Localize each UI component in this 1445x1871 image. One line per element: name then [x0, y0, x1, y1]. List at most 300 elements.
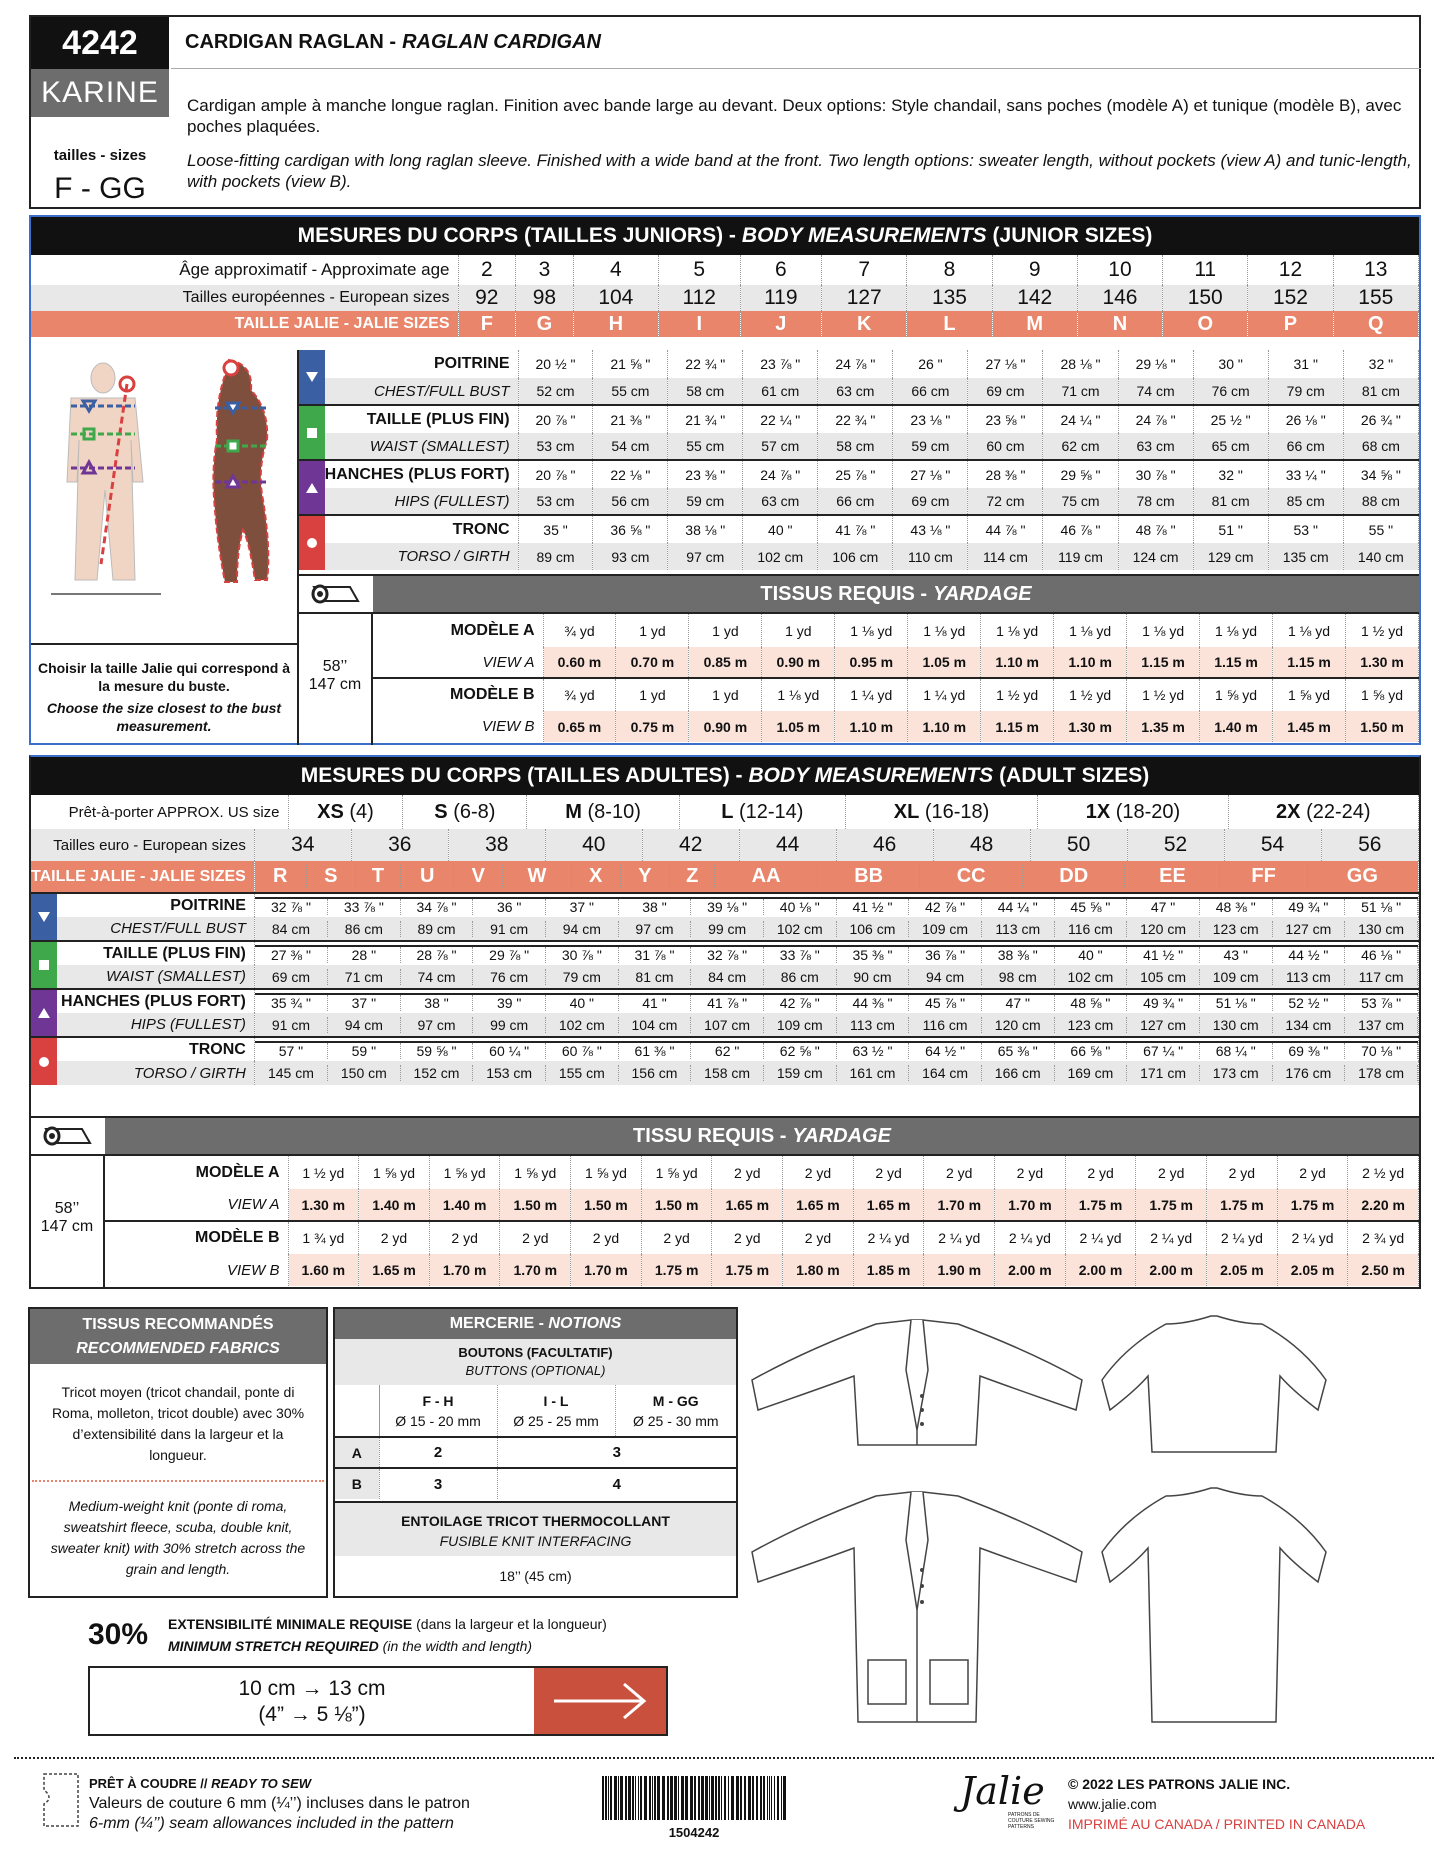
yardage-m: 1.10 m: [981, 647, 1054, 678]
stretch-fr2: (dans la largeur et la longueur): [416, 1616, 607, 1632]
measure-label-en: HIPS (FULLEST): [57, 1013, 254, 1037]
measure-cm: 59 cm: [668, 488, 743, 515]
measure-inches: 32 ⅞ ": [691, 946, 764, 963]
us-size-cell: XS (4): [288, 795, 403, 829]
measure-cm: 91 cm: [255, 1017, 328, 1033]
barcode: [600, 1776, 788, 1840]
yardage-yd: 2 yd: [712, 1156, 783, 1189]
junior-title-bar: [31, 217, 1419, 255]
buttons-col-diam: Ø 15 - 20 mm: [395, 1412, 481, 1429]
yardage-yd: 1 yd: [689, 614, 762, 647]
yardage-yd: 2 ¼ yd: [1277, 1221, 1348, 1254]
measure-cm: 129 cm: [1193, 543, 1268, 570]
euro-size-cell: 44: [739, 829, 836, 861]
measure-inches: 55 ": [1343, 515, 1418, 543]
measure-cm: 99 cm: [473, 1017, 546, 1033]
measure-cm: 102 cm: [763, 921, 836, 937]
measure-cm: 166 cm: [981, 1065, 1054, 1081]
measure-inches: 22 ¼ ": [743, 405, 818, 433]
measure-inches: 33 ⅞ ": [763, 946, 836, 963]
measure-inches: 20 ⅞ ": [518, 460, 593, 488]
us-size-cell: 1X (18-20): [1038, 795, 1228, 829]
jalie-size-cell: FF: [1220, 865, 1307, 888]
measure-cm: 176 cm: [1272, 1065, 1345, 1081]
yardage-m: 0.90 m: [762, 647, 835, 678]
measure-inches: 28 ⅞ ": [400, 946, 473, 963]
junior-measurements-section: [29, 215, 1421, 745]
yardage-yd: 1 ⅛ yd: [1200, 614, 1273, 647]
measure-cm: 97 cm: [400, 1017, 473, 1033]
measure-inches: 69 ⅜ ": [1272, 1042, 1345, 1059]
measure-label-fr: TAILLE (PLUS FIN): [325, 405, 518, 433]
measure-label-en: WAIST (SMALLEST): [57, 965, 254, 989]
yardage-yd: 1 ⅝ yd: [1273, 678, 1346, 711]
jalie-size-cell: U: [401, 865, 454, 888]
measure-inches: 53 ": [1268, 515, 1343, 543]
measure-icon: [299, 515, 325, 570]
fabric-roll-icon: [31, 1118, 105, 1154]
junior-title-end: (JUNIOR SIZES): [992, 224, 1153, 247]
measure-inches: 46 ⅛ ": [1345, 946, 1418, 963]
measure-cm: 124 cm: [1118, 543, 1193, 570]
pattern-piece-icon: [38, 1770, 86, 1830]
measure-inches: 52 ½ ": [1272, 994, 1345, 1011]
measure-cm: 113 cm: [981, 921, 1054, 937]
body-diagram: [31, 350, 299, 645]
jalie-size-cell: O: [1163, 311, 1248, 337]
measure-inches: 29 ⅝ ": [1043, 460, 1118, 488]
measure-label-en: TORSO / GIRTH: [57, 1061, 254, 1085]
measure-inches: 34 ⅝ ": [1343, 460, 1418, 488]
measure-inches: 42 ⅞ ": [909, 898, 982, 915]
yardage-m: 1.35 m: [1127, 711, 1200, 742]
adult-fabric-width: [31, 1156, 105, 1287]
measure-inches: 35 ¾ ": [255, 994, 328, 1011]
us-size-cell: L (12-14): [679, 795, 845, 829]
measure-inches: 48 ⅝ ": [1054, 994, 1127, 1011]
yardage-yd: 2 yd: [1136, 1156, 1207, 1189]
measure-inches: 51 ⅛ ": [1345, 898, 1418, 915]
website-link[interactable]: www.jalie.com: [1068, 1796, 1157, 1812]
measure-inches: 47 ": [981, 994, 1054, 1011]
measure-inches: 66 ⅝ ": [1054, 1042, 1127, 1059]
yardage-yd: 1 ⅛ yd: [762, 678, 835, 711]
measure-inches: 63 ½ ": [836, 1042, 909, 1059]
stretch-arrow: [534, 1668, 666, 1734]
fabrics-en: Medium-weight knit (ponte di roma, sweatshirt fleece, scuba, double knit, sweater knit) with 30% stretch across the grain and length.: [50, 1498, 306, 1577]
measure-inches: 65 ⅜ ": [981, 1042, 1054, 1059]
measure-cm: 97 cm: [668, 543, 743, 570]
measure-cm: 153 cm: [473, 1065, 546, 1081]
yardage-m: 1.70 m: [429, 1254, 500, 1286]
measure-cm: 117 cm: [1345, 969, 1418, 985]
measure-inches: 21 ⅜ ": [593, 405, 668, 433]
measure-cm: 85 cm: [1268, 488, 1343, 515]
stretch-percent: 30%: [88, 1618, 149, 1651]
view-label-en: VIEW B: [373, 711, 543, 742]
jalie-size-cell: BB: [817, 865, 920, 888]
measure-inches: 35 ⅜ ": [836, 946, 909, 963]
yardage-m: 1.75 m: [712, 1254, 783, 1286]
measure-inches: 40 ": [743, 515, 818, 543]
adult-yardage-fr: TISSU REQUIS -: [633, 1124, 787, 1147]
measure-inches: 30 ⅞ ": [1118, 460, 1193, 488]
interfacing-value: 18’’ (45 cm): [499, 1568, 572, 1584]
stretch-requirement: [88, 1612, 688, 1662]
measure-cm: 120 cm: [1127, 921, 1200, 937]
title-en: RAGLAN CARDIGAN: [402, 31, 601, 53]
junior-yardage-table: [373, 614, 1419, 742]
measure-inches: 32 ": [1193, 460, 1268, 488]
measure-cm: 130 cm: [1345, 921, 1418, 937]
measure-label-en: WAIST (SMALLEST): [325, 433, 518, 460]
yardage-m: 1.30 m: [288, 1189, 359, 1221]
jalie-logo: [960, 1770, 1070, 1840]
measure-inches: 38 ⅛ ": [668, 515, 743, 543]
euro-size-cell: 52: [1127, 829, 1224, 861]
measure-cm: 84 cm: [691, 969, 764, 985]
measure-inches: 31 ": [1268, 350, 1343, 378]
measure-cm: 164 cm: [909, 1065, 982, 1081]
measure-inches: 32 ": [1343, 350, 1418, 378]
age-cell: 3: [516, 255, 574, 285]
view-label-fr: MODÈLE B: [105, 1221, 288, 1254]
measure-inches: 29 ⅛ ": [1118, 350, 1193, 378]
view-label-en: VIEW A: [105, 1189, 288, 1221]
measure-inches: 30 ⅞ ": [545, 946, 618, 963]
measure-label-fr: HANCHES (PLUS FORT): [57, 989, 254, 1013]
ready-en: READY TO SEW: [211, 1776, 312, 1791]
measure-label-fr: TRONC: [57, 1037, 254, 1061]
measure-cm: 56 cm: [593, 488, 668, 515]
yardage-yd: 2 yd: [783, 1221, 854, 1254]
notions-title-fr: MERCERIE -: [449, 1315, 544, 1332]
measure-cm: 76 cm: [473, 969, 546, 985]
logo-subtext: PATRONS DE COUTURE SEWING PATTERNS: [1008, 1812, 1055, 1830]
measure-inches: 28 ⅛ ": [1043, 350, 1118, 378]
measure-cm: 110 cm: [893, 543, 968, 570]
child-front-figure: [51, 363, 161, 594]
measure-cm: 63 cm: [743, 488, 818, 515]
barcode-bars: [600, 1776, 788, 1820]
measure-cm: 62 cm: [1043, 433, 1118, 460]
measure-cm: 102 cm: [545, 1017, 618, 1033]
view-label-fr: MODÈLE A: [105, 1156, 288, 1189]
measure-inches: 40 ": [545, 994, 618, 1011]
pattern-name: KARINE: [31, 69, 169, 117]
measure-cm: 94 cm: [545, 921, 618, 937]
measure-inches: 24 ⅞ ": [818, 350, 893, 378]
yardage-m: 1.50 m: [500, 1189, 571, 1221]
measure-cm: 94 cm: [328, 1017, 401, 1033]
euro-size-cell: 155: [1333, 285, 1418, 311]
yardage-yd: 1 ⅛ yd: [1054, 614, 1127, 647]
view-a-back-drawing: [1102, 1316, 1326, 1452]
measure-inches: 57 ": [255, 1042, 328, 1059]
measure-cm: 78 cm: [1118, 488, 1193, 515]
yardage-m: 1.70 m: [995, 1189, 1066, 1221]
buttons-col-sizes: I - L: [543, 1392, 569, 1409]
measure-inches: 21 ⅝ ": [593, 350, 668, 378]
yardage-m: 1.15 m: [981, 711, 1054, 742]
measure-cm: 155 cm: [545, 1065, 618, 1081]
measure-cm: 106 cm: [836, 921, 909, 937]
measure-cm: 65 cm: [1193, 433, 1268, 460]
age-cell: 8: [907, 255, 992, 285]
measure-inches: 48 ⅞ ": [1118, 515, 1193, 543]
interfacing-fr: ENTOILAGE TRICOT THERMOCOLLANT: [401, 1513, 670, 1529]
yardage-m: 1.15 m: [1200, 647, 1273, 678]
square-icon: [305, 426, 319, 440]
measure-icon: [31, 893, 57, 941]
measure-icon: [31, 989, 57, 1037]
circle-icon: [37, 1055, 51, 1069]
yardage-m: 1.65 m: [783, 1189, 854, 1221]
age-cell: 2: [458, 255, 516, 285]
measure-inches: 61 ⅜ ": [618, 1042, 691, 1059]
yardage-m: 0.60 m: [543, 647, 616, 678]
measure-inches: 33 ⅞ ": [328, 898, 401, 915]
yardage-m: 1.65 m: [853, 1189, 924, 1221]
buttons-en: BUTTONS (OPTIONAL): [465, 1363, 606, 1378]
measure-cm: 102 cm: [743, 543, 818, 570]
age-cell: 4: [573, 255, 658, 285]
yardage-m: 2.00 m: [995, 1254, 1066, 1286]
yardage-yd: 2 ½ yd: [1348, 1156, 1419, 1189]
adult-title-en: BODY MEASUREMENTS: [748, 764, 994, 787]
measure-label-fr: HANCHES (PLUS FORT): [325, 460, 518, 488]
yardage-m: 1.90 m: [924, 1254, 995, 1286]
measure-cm: 59 cm: [893, 433, 968, 460]
view-label-en: VIEW A: [373, 647, 543, 678]
measure-cm: 52 cm: [518, 378, 593, 405]
measure-cm: 90 cm: [836, 969, 909, 985]
yardage-m: 0.90 m: [689, 711, 762, 742]
measure-inches: 41 ": [618, 994, 691, 1011]
yardage-m: 1.15 m: [1273, 647, 1346, 678]
adult-measurements-section: [29, 755, 1421, 1289]
adult-width-cm: 147 cm: [40, 1218, 94, 1235]
yardage-m: 1.75 m: [641, 1254, 712, 1286]
measure-cm: 127 cm: [1127, 1017, 1200, 1033]
euro-size-cell: 104: [573, 285, 658, 311]
measure-cm: 106 cm: [818, 543, 893, 570]
adult-title-end: (ADULT SIZES): [999, 764, 1150, 787]
measure-inches: 48 ⅜ ": [1199, 898, 1272, 915]
measure-cm: 89 cm: [518, 543, 593, 570]
buttons-col-diam: Ø 25 - 25 mm: [513, 1412, 599, 1429]
measure-cm: 169 cm: [1054, 1065, 1127, 1081]
yardage-yd: 1 ¾ yd: [288, 1221, 359, 1254]
euro-size-cell: 127: [822, 285, 907, 311]
measure-cm: 55 cm: [593, 378, 668, 405]
view-a-front-drawing: [752, 1320, 1082, 1445]
yardage-m: 2.20 m: [1348, 1189, 1419, 1221]
junior-width-cm: 147 cm: [308, 676, 362, 693]
yardage-m: 2.00 m: [1065, 1254, 1136, 1286]
yardage-yd: 2 yd: [500, 1221, 571, 1254]
measure-cm: 63 cm: [818, 378, 893, 405]
triangle-up-icon: [304, 481, 320, 495]
jalie-size-cell: W: [503, 865, 571, 888]
measure-cm: 53 cm: [518, 488, 593, 515]
measure-label-en: TORSO / GIRTH: [325, 543, 518, 570]
choose-note-fr: Choisir la taille Jalie qui correspond à la mesure du buste.: [37, 660, 291, 694]
jalie-size-cell: I: [658, 311, 740, 337]
yardage-yd: 1 ½ yd: [1127, 678, 1200, 711]
adult-side-figure: [213, 360, 268, 582]
yardage-yd: 2 yd: [783, 1156, 854, 1189]
euro-size-label: Tailles européennes - European sizes: [31, 285, 458, 311]
jalie-size-cell: P: [1248, 311, 1333, 337]
measure-inches: 36 ⅞ ": [909, 946, 982, 963]
measure-label-fr: TAILLE (PLUS FIN): [57, 941, 254, 965]
euro-size-cell: 38: [448, 829, 545, 861]
fabrics-title-fr: TISSUS RECOMMANDÉS: [82, 1316, 274, 1333]
interfacing-en: FUSIBLE KNIT INTERFACING: [439, 1533, 632, 1549]
adult-width-in: 58’’: [54, 1200, 80, 1217]
recommended-fabrics: [28, 1307, 328, 1598]
yardage-yd: 2 yd: [1277, 1156, 1348, 1189]
buttons-count: 3: [379, 1468, 497, 1499]
measure-inches: 42 ⅞ ": [763, 994, 836, 1011]
choose-size-note: [31, 645, 299, 745]
adult-size-table: [31, 829, 1419, 1085]
measure-cm: 127 cm: [1272, 921, 1345, 937]
measure-inches: 28 ⅜ ": [968, 460, 1043, 488]
yardage-yd: 1 ⅛ yd: [981, 614, 1054, 647]
euro-size-cell: 46: [836, 829, 933, 861]
measure-cm: 161 cm: [836, 1065, 909, 1081]
yardage-yd: 1 yd: [616, 678, 689, 711]
yardage-m: 1.15 m: [1127, 647, 1200, 678]
yardage-m: 1.10 m: [908, 711, 981, 742]
yardage-yd: 1 ⅝ yd: [1345, 678, 1418, 711]
measure-cm: 66 cm: [893, 378, 968, 405]
measure-inches: 21 ¾ ": [668, 405, 743, 433]
age-cell: 7: [822, 255, 907, 285]
yardage-m: 1.45 m: [1273, 711, 1346, 742]
measure-label-fr: TRONC: [325, 515, 518, 543]
measure-icon: [299, 405, 325, 460]
yardage-m: 1.50 m: [1345, 711, 1418, 742]
measure-inches: 32 ⅞ ": [255, 898, 328, 915]
measure-inches: 41 ⅞ ": [818, 515, 893, 543]
measure-cm: 159 cm: [763, 1065, 836, 1081]
yardage-yd: 1 ⅛ yd: [835, 614, 908, 647]
measure-inches: 22 ¾ ": [668, 350, 743, 378]
view-label-fr: MODÈLE B: [373, 678, 543, 711]
euro-size-cell: 42: [642, 829, 739, 861]
junior-title-en: BODY MEASUREMENTS: [741, 224, 987, 247]
measure-inches: 24 ⅞ ": [743, 460, 818, 488]
yardage-yd: 2 yd: [853, 1156, 924, 1189]
adult-yardage-bar: [31, 1116, 1419, 1156]
measure-cm: 53 cm: [518, 433, 593, 460]
measure-cm: 89 cm: [400, 921, 473, 937]
measure-inches: 51 ": [1193, 515, 1268, 543]
view-b-back-drawing: [1102, 1488, 1326, 1722]
measure-inches: 34 ⅞ ": [400, 898, 473, 915]
measure-inches: 37 ": [545, 898, 618, 915]
measure-inches: 30 ": [1193, 350, 1268, 378]
yardage-m: 1.30 m: [1054, 711, 1127, 742]
measure-inches: 28 ": [328, 946, 401, 963]
adult-yardage-en: YARDAGE: [792, 1124, 891, 1147]
measure-cm: 58 cm: [818, 433, 893, 460]
measure-cm: 109 cm: [1199, 969, 1272, 985]
yardage-m: 1.60 m: [288, 1254, 359, 1286]
yardage-m: 1.80 m: [783, 1254, 854, 1286]
measure-cm: 66 cm: [818, 488, 893, 515]
yardage-m: 0.65 m: [543, 711, 616, 742]
jalie-size-cell: Z: [670, 865, 715, 888]
measure-inches: 44 ⅜ ": [836, 994, 909, 1011]
measure-cm: 156 cm: [618, 1065, 691, 1081]
measure-inches: 27 ⅛ ": [968, 350, 1043, 378]
measure-cm: 93 cm: [593, 543, 668, 570]
yardage-yd: 1 ⅝ yd: [571, 1156, 642, 1189]
yardage-m: 1.10 m: [1054, 647, 1127, 678]
jalie-size-cell: L: [907, 311, 992, 337]
description-en: Loose-fitting cardigan with long raglan sleeve. Finished with a wide band at the front. Two length options: sweater length, without pockets (view A) and tunic-length, with pockets (view B).: [187, 151, 1412, 191]
measure-cm: 140 cm: [1343, 543, 1418, 570]
row-key: A: [335, 1437, 379, 1468]
view-label-fr: MODÈLE A: [373, 614, 543, 647]
euro-size-cell: 119: [740, 285, 822, 311]
yardage-m: 0.85 m: [689, 647, 762, 678]
measure-inches: 41 ½ ": [1127, 946, 1200, 963]
copyright: © 2022 LES PATRONS JALIE INC.: [1068, 1776, 1291, 1792]
junior-yardage-en: YARDAGE: [933, 582, 1032, 605]
interfacing-header: [335, 1501, 736, 1556]
yardage-yd: 1 ½ yd: [288, 1156, 359, 1189]
size-range: F - GG: [54, 172, 146, 205]
yardage-m: 1.65 m: [712, 1189, 783, 1221]
measure-cm: 137 cm: [1345, 1017, 1418, 1033]
measure-inches: 26 ": [893, 350, 968, 378]
measure-inches: 45 ⅝ ": [1054, 898, 1127, 915]
measure-inches: 36 ": [473, 898, 546, 915]
pattern-header: [29, 15, 1421, 209]
euro-size-cell: 135: [907, 285, 992, 311]
buttons-col-sizes: F - H: [422, 1392, 454, 1409]
fabrics-fr: Tricot moyen (tricot chandail, ponte di Roma, molleton, tricot double) avec 30% d’extensibilité dans la largeur et la longueur.: [51, 1384, 305, 1463]
buttons-col: [497, 1385, 615, 1437]
pattern-title: [171, 17, 1421, 69]
yardage-yd: 1 ⅝ yd: [359, 1156, 430, 1189]
measure-inches: 26 ¾ ": [1343, 405, 1418, 433]
age-cell: 9: [992, 255, 1077, 285]
yardage-m: 2.50 m: [1348, 1254, 1419, 1286]
view-b-front-drawing: [752, 1492, 1082, 1722]
yardage-yd: 2 yd: [571, 1221, 642, 1254]
measure-cm: 158 cm: [691, 1065, 764, 1081]
triangle-up-icon: [36, 1006, 52, 1020]
measure-inches: 23 ⅞ ": [743, 350, 818, 378]
age-cell: 10: [1077, 255, 1162, 285]
yardage-yd: 1 ½ yd: [981, 678, 1054, 711]
measure-cm: 66 cm: [1268, 433, 1343, 460]
measure-cm: 113 cm: [836, 1017, 909, 1033]
us-size-cell: XL (16-18): [845, 795, 1038, 829]
measure-inches: 59 ": [328, 1042, 401, 1059]
measure-cm: 76 cm: [1193, 378, 1268, 405]
euro-size-cell: 146: [1077, 285, 1162, 311]
buttons-table: [335, 1385, 736, 1499]
measure-inches: 22 ⅛ ": [593, 460, 668, 488]
yardage-m: 1.75 m: [1065, 1189, 1136, 1221]
